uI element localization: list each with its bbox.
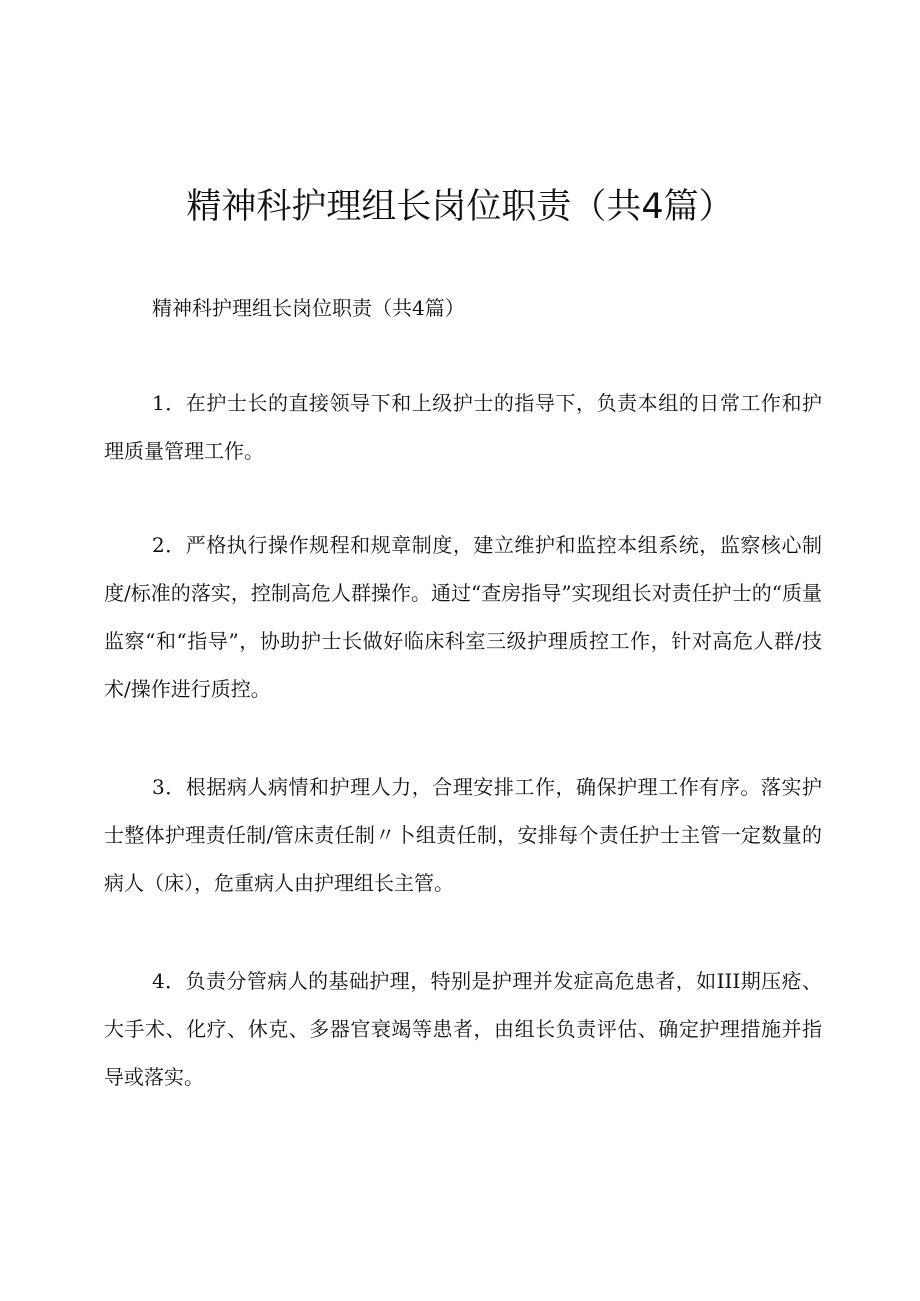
duty-item-3: 3．根据病人病情和护理人力，合理安排工作，确保护理工作有序。落实护士整体护理责任制/管床责任制〃卜组责任制，安排每个责任护士主管一定数量的病人（床），危重病人由护理组长主管。 (104, 775, 822, 895)
document-title: 精神科护理组长岗位职责（共4篇） (186, 187, 734, 227)
duty-item-2: 2．严格执行操作规程和规章制度，建立维护和监控本组系统，监察核心制度/标准的落实，控制高危人群操作。通过“查房指导”实现组长对责任护士的“质量监察“和“指导”，协助护士长做好临床科室三级护理质控工作，针对高危人群/技术/操作进行质控。 (104, 533, 822, 701)
document-subtitle: 精神科护理组长岗位职责（共4篇） (152, 296, 465, 320)
duty-item-1: 1．在护士长的直接领导下和上级护士的指导下，负责本组的日常工作和护理质量管理工作。 (104, 391, 822, 463)
duty-item-4: 4．负责分管病人的基础护理，特别是护理并发症高危患者，如III期压疮、大手术、化疗、休克、多器官衰竭等患者，由组长负责评估、确定护理措施并指导或落实。 (104, 969, 822, 1089)
